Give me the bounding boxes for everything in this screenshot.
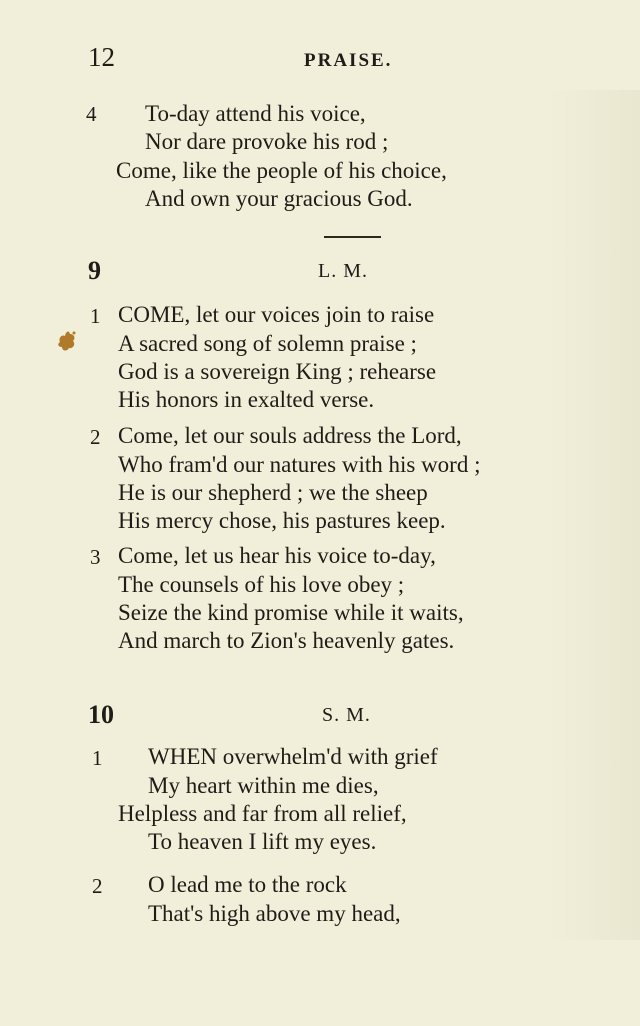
verse-line: The counsels of his love obey ;: [118, 572, 405, 597]
verse-line: Seize the kind promise while it waits,: [118, 600, 464, 625]
page-number: 12: [88, 42, 115, 72]
hymn-meter: S. M.: [322, 704, 371, 726]
hymn-number: 10: [88, 700, 114, 729]
verse-number: 2: [92, 874, 103, 898]
hymn-meter: L. M.: [318, 260, 368, 282]
verse-line: COME, let our voices join to raise: [118, 302, 435, 327]
verse-line: Come, like the people of his choice,: [116, 158, 447, 183]
verse-number: 4: [86, 102, 97, 126]
verse-line: Nor dare provoke his rod ;: [145, 129, 389, 154]
verse-line: And march to Zion's heavenly gates.: [118, 628, 455, 653]
bleed-through-shadow: [550, 90, 640, 940]
verse-line: Come, let us hear his voice to-day,: [118, 543, 436, 568]
verse-line: A sacred song of solemn praise ;: [118, 331, 417, 356]
verse-line: His honors in exalted verse.: [118, 387, 375, 412]
verse-line: God is a sovereign King ; rehearse: [118, 359, 437, 384]
verse-number: 1: [92, 746, 103, 770]
verse-line: And own your gracious God.: [145, 186, 413, 211]
ink-stain-icon: [54, 328, 80, 354]
verse-line: He is our shepherd ; we the sheep: [118, 480, 428, 505]
running-title: PRAISE.: [304, 50, 393, 71]
verse-line: To heaven I lift my eyes.: [148, 829, 377, 854]
verse-number: 3: [90, 545, 101, 569]
verse-line: O lead me to the rock: [148, 872, 347, 897]
verse-line: Come, let our souls address the Lord,: [118, 423, 462, 448]
verse-line: My heart within me dies,: [148, 773, 379, 798]
verse-line: Helpless and far from all relief,: [118, 801, 407, 826]
verse-number: 1: [90, 304, 101, 328]
verse-line: His mercy chose, his pastures keep.: [118, 508, 446, 533]
verse-line: That's high above my head,: [148, 901, 401, 926]
verse-line: Who fram'd our natures with his word ;: [118, 452, 481, 477]
hymn-number: 9: [88, 256, 101, 285]
verse-line: WHEN overwhelm'd with grief: [148, 744, 438, 769]
section-divider: [324, 236, 381, 238]
verse-number: 2: [90, 425, 101, 449]
verse-line: To-day attend his voice,: [145, 101, 366, 126]
